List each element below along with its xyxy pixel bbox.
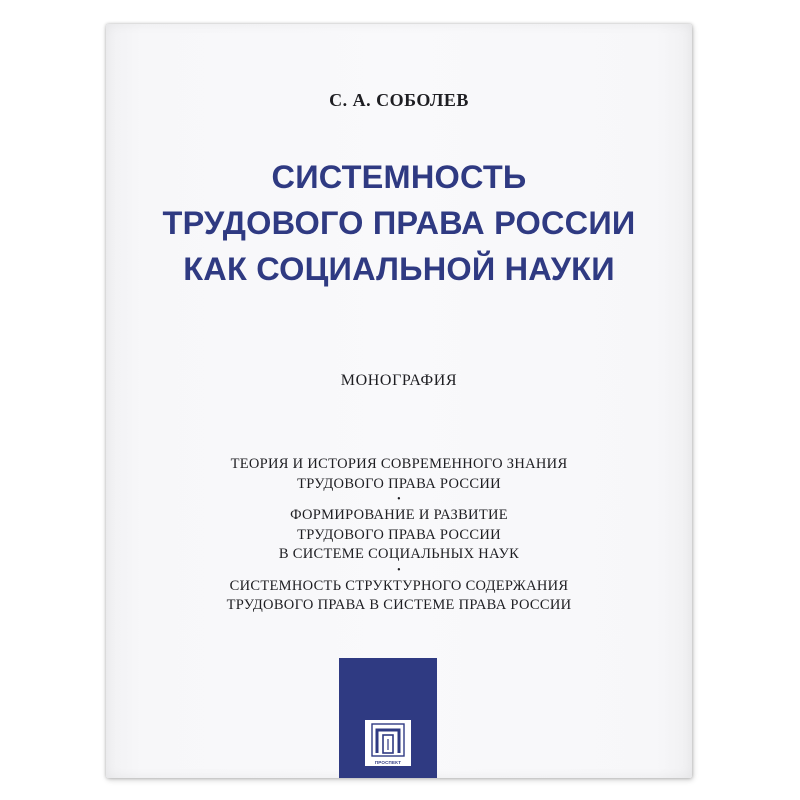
contents-section xyxy=(106,455,692,494)
contents-line: ТРУДОВОГО ПРАВА РОССИИ xyxy=(297,475,501,492)
book-cover xyxy=(106,24,692,778)
title-line: СИСТЕМНОСТЬ xyxy=(271,159,527,195)
contents-line: СИСТЕМНОСТЬ СТРУКТУРНОГО СОДЕРЖАНИЯ xyxy=(229,577,569,594)
book-title xyxy=(106,154,692,292)
author-name: С. А. СОБОЛЕВ xyxy=(329,90,469,110)
title-line: КАК СОЦИАЛЬНОЙ НАУКИ xyxy=(183,251,615,287)
book-genre: МОНОГРАФИЯ xyxy=(340,372,458,389)
contents-line: ТЕОРИЯ И ИСТОРИЯ СОВРЕМЕННОГО ЗНАНИЯ xyxy=(230,456,568,472)
title-line: ТРУДОВОГО ПРАВА РОССИИ xyxy=(162,205,636,241)
contents-section xyxy=(106,506,692,565)
contents-list xyxy=(106,455,692,616)
bullet-separator: • xyxy=(397,564,401,576)
contents-line: В СИСТЕМЕ СОЦИАЛЬНЫХ НАУК xyxy=(278,546,520,562)
contents-line: ФОРМИРОВАНИЕ И РАЗВИТИЕ xyxy=(290,507,508,523)
publisher-logo xyxy=(365,720,411,766)
prospekt-logo-icon xyxy=(371,723,405,757)
contents-line: ТРУДОВОГО ПРАВА РОССИИ xyxy=(297,526,501,543)
contents-line: ТРУДОВОГО ПРАВА В СИСТЕМЕ ПРАВА РОССИИ xyxy=(226,597,572,613)
bullet-separator: • xyxy=(397,494,401,505)
publisher-strip xyxy=(339,658,437,778)
contents-section xyxy=(106,577,692,616)
publisher-name: ПРОСПЕКТ xyxy=(374,760,402,765)
